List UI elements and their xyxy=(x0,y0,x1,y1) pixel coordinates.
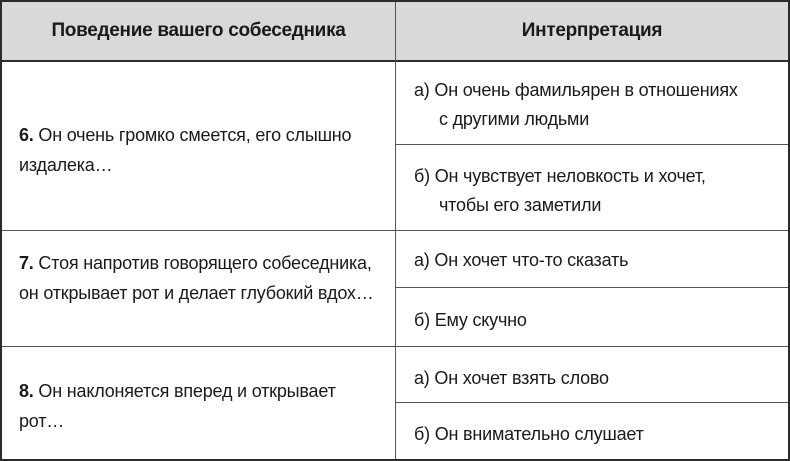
interpretation-7a xyxy=(414,246,774,275)
interpretation-line: б) Он чувствует неловкость и хочет, xyxy=(414,166,706,186)
interpretation-line: б) Ему скучно xyxy=(414,310,527,330)
row-divider xyxy=(2,230,788,231)
row-divider xyxy=(396,287,788,288)
interpretation-8a xyxy=(414,364,774,393)
interpretation-line: б) Он внимательно слушает xyxy=(414,424,644,444)
row-divider xyxy=(396,402,788,403)
behavior-cell-6 xyxy=(19,120,379,180)
behavior-cell-7 xyxy=(19,248,379,308)
interpretation-line: с другими людьми xyxy=(439,109,590,129)
row-divider xyxy=(2,346,788,347)
interpretation-8b xyxy=(414,420,774,449)
behavior-text: Стоя напротив говорящего собеседника, он открывает рот и делает глубокий вдох… xyxy=(19,253,374,303)
behavior-text: Он наклоняется вперед и открывает рот… xyxy=(19,381,336,431)
row-divider xyxy=(396,144,788,145)
interpretation-6a xyxy=(414,76,774,134)
row-number: 7. xyxy=(19,253,34,273)
interpretation-line: а) Он очень фамильярен в отношениях xyxy=(414,80,738,100)
interpretation-line: чтобы его заметили xyxy=(439,195,602,215)
interpretation-line: а) Он хочет взять слово xyxy=(414,368,609,388)
row-number: 8. xyxy=(19,381,34,401)
interpretation-line: а) Он хочет что-то сказать xyxy=(414,250,629,270)
interpretation-6b xyxy=(414,162,774,220)
behavior-cell-8 xyxy=(19,376,379,436)
row-number: 6. xyxy=(19,125,34,145)
behavior-text: Он очень громко смеется, его слышно издалека… xyxy=(19,125,352,175)
interpretation-7b xyxy=(414,306,774,335)
header-interpretation: Интерпретация xyxy=(521,20,663,41)
header-behavior: Поведение вашего собеседника xyxy=(51,20,346,41)
